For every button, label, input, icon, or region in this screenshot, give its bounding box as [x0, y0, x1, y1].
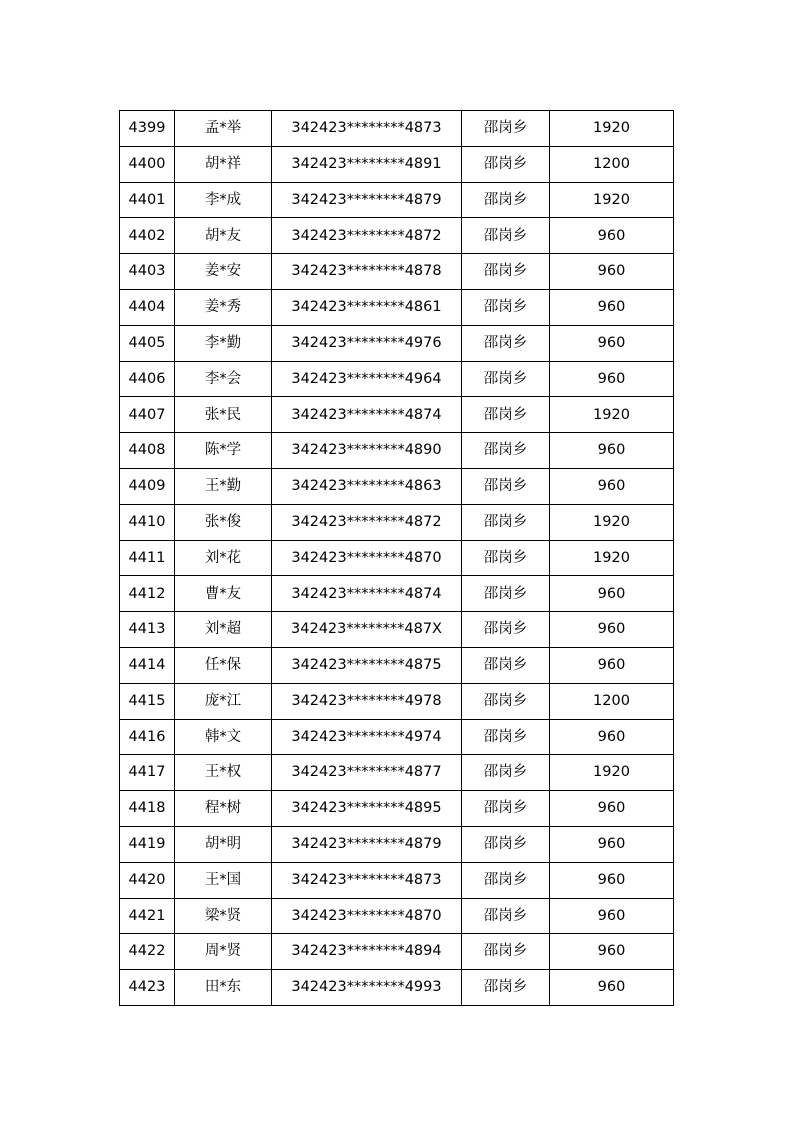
table-row	[120, 111, 674, 147]
table-row	[120, 612, 674, 648]
row-number-cell: 4422	[120, 934, 175, 970]
amount-cell: 960	[550, 468, 674, 504]
row-number-cell: 4416	[120, 719, 175, 755]
row-number-cell: 4419	[120, 826, 175, 862]
township-cell: 邵岗乡	[462, 504, 550, 540]
table-row	[120, 791, 674, 827]
township-cell: 邵岗乡	[462, 289, 550, 325]
name-cell: 陈*学	[175, 433, 272, 469]
id-number-cell: 342423********4861	[272, 289, 462, 325]
amount-cell: 1920	[550, 540, 674, 576]
id-number-cell: 342423********4874	[272, 576, 462, 612]
township-cell: 邵岗乡	[462, 934, 550, 970]
id-number-cell: 342423********4879	[272, 826, 462, 862]
id-number-cell: 342423********4974	[272, 719, 462, 755]
township-cell: 邵岗乡	[462, 970, 550, 1006]
township-cell: 邵岗乡	[462, 647, 550, 683]
row-number-cell: 4413	[120, 612, 175, 648]
id-number-cell: 342423********4872	[272, 218, 462, 254]
id-number-cell: 342423********4877	[272, 755, 462, 791]
township-cell: 邵岗乡	[462, 111, 550, 147]
township-cell: 邵岗乡	[462, 361, 550, 397]
id-number-cell: 342423********4874	[272, 397, 462, 433]
row-number-cell: 4423	[120, 970, 175, 1006]
name-cell: 程*树	[175, 791, 272, 827]
id-number-cell: 342423********4878	[272, 254, 462, 290]
table-row	[120, 433, 674, 469]
township-cell: 邵岗乡	[462, 397, 550, 433]
name-cell: 胡*祥	[175, 146, 272, 182]
id-number-cell: 342423********4875	[272, 647, 462, 683]
township-cell: 邵岗乡	[462, 254, 550, 290]
township-cell: 邵岗乡	[462, 612, 550, 648]
id-number-cell: 342423********4891	[272, 146, 462, 182]
table-row	[120, 898, 674, 934]
id-number-cell: 342423********4872	[272, 504, 462, 540]
name-cell: 李*会	[175, 361, 272, 397]
name-cell: 曹*友	[175, 576, 272, 612]
amount-cell: 960	[550, 970, 674, 1006]
name-cell: 李*成	[175, 182, 272, 218]
table-row	[120, 683, 674, 719]
township-cell: 邵岗乡	[462, 433, 550, 469]
amount-cell: 960	[550, 898, 674, 934]
id-number-cell: 342423********4890	[272, 433, 462, 469]
amount-cell: 960	[550, 361, 674, 397]
table-row	[120, 576, 674, 612]
table-row	[120, 719, 674, 755]
table-row	[120, 397, 674, 433]
row-number-cell: 4414	[120, 647, 175, 683]
amount-cell: 960	[550, 218, 674, 254]
amount-cell: 960	[550, 254, 674, 290]
row-number-cell: 4406	[120, 361, 175, 397]
name-cell: 孟*举	[175, 111, 272, 147]
name-cell: 任*保	[175, 647, 272, 683]
township-cell: 邵岗乡	[462, 146, 550, 182]
township-cell: 邵岗乡	[462, 755, 550, 791]
township-cell: 邵岗乡	[462, 182, 550, 218]
row-number-cell: 4410	[120, 504, 175, 540]
row-number-cell: 4421	[120, 898, 175, 934]
amount-cell: 960	[550, 719, 674, 755]
amount-cell: 960	[550, 934, 674, 970]
amount-cell: 1200	[550, 146, 674, 182]
row-number-cell: 4405	[120, 325, 175, 361]
amount-cell: 960	[550, 647, 674, 683]
name-cell: 周*贤	[175, 934, 272, 970]
row-number-cell: 4401	[120, 182, 175, 218]
table-row	[120, 504, 674, 540]
name-cell: 胡*友	[175, 218, 272, 254]
township-cell: 邵岗乡	[462, 898, 550, 934]
row-number-cell: 4415	[120, 683, 175, 719]
name-cell: 姜*秀	[175, 289, 272, 325]
id-number-cell: 342423********4976	[272, 325, 462, 361]
amount-cell: 1920	[550, 755, 674, 791]
township-cell: 邵岗乡	[462, 218, 550, 254]
amount-cell: 960	[550, 325, 674, 361]
row-number-cell: 4418	[120, 791, 175, 827]
row-number-cell: 4411	[120, 540, 175, 576]
township-cell: 邵岗乡	[462, 862, 550, 898]
name-cell: 田*东	[175, 970, 272, 1006]
row-number-cell: 4408	[120, 433, 175, 469]
township-cell: 邵岗乡	[462, 540, 550, 576]
row-number-cell: 4403	[120, 254, 175, 290]
amount-cell: 960	[550, 433, 674, 469]
row-number-cell: 4399	[120, 111, 175, 147]
id-number-cell: 342423********4879	[272, 182, 462, 218]
township-cell: 邵岗乡	[462, 826, 550, 862]
township-cell: 邵岗乡	[462, 325, 550, 361]
name-cell: 刘*超	[175, 612, 272, 648]
id-number-cell: 342423********4873	[272, 862, 462, 898]
amount-cell: 1920	[550, 504, 674, 540]
amount-cell: 960	[550, 289, 674, 325]
amount-cell: 960	[550, 612, 674, 648]
row-number-cell: 4412	[120, 576, 175, 612]
table-row	[120, 934, 674, 970]
township-cell: 邵岗乡	[462, 683, 550, 719]
township-cell: 邵岗乡	[462, 468, 550, 504]
id-number-cell: 342423********4964	[272, 361, 462, 397]
table-row	[120, 970, 674, 1006]
amount-cell: 1920	[550, 111, 674, 147]
name-cell: 王*勤	[175, 468, 272, 504]
table-row	[120, 218, 674, 254]
name-cell: 庞*江	[175, 683, 272, 719]
name-cell: 张*俊	[175, 504, 272, 540]
id-number-cell: 342423********4873	[272, 111, 462, 147]
id-number-cell: 342423********487X	[272, 612, 462, 648]
name-cell: 王*权	[175, 755, 272, 791]
table-row	[120, 361, 674, 397]
name-cell: 韩*文	[175, 719, 272, 755]
amount-cell: 960	[550, 826, 674, 862]
township-cell: 邵岗乡	[462, 791, 550, 827]
table-row	[120, 862, 674, 898]
row-number-cell: 4404	[120, 289, 175, 325]
amount-cell: 960	[550, 576, 674, 612]
row-number-cell: 4400	[120, 146, 175, 182]
id-number-cell: 342423********4895	[272, 791, 462, 827]
name-cell: 姜*安	[175, 254, 272, 290]
name-cell: 王*国	[175, 862, 272, 898]
amount-cell: 1920	[550, 397, 674, 433]
amount-cell: 1200	[550, 683, 674, 719]
amount-cell: 1920	[550, 182, 674, 218]
id-number-cell: 342423********4993	[272, 970, 462, 1006]
id-number-cell: 342423********4978	[272, 683, 462, 719]
name-cell: 梁*贤	[175, 898, 272, 934]
table-row	[120, 325, 674, 361]
township-cell: 邵岗乡	[462, 719, 550, 755]
row-number-cell: 4409	[120, 468, 175, 504]
row-number-cell: 4417	[120, 755, 175, 791]
township-cell: 邵岗乡	[462, 576, 550, 612]
table-row	[120, 540, 674, 576]
id-number-cell: 342423********4894	[272, 934, 462, 970]
table-row	[120, 755, 674, 791]
row-number-cell: 4407	[120, 397, 175, 433]
name-cell: 李*勤	[175, 325, 272, 361]
amount-cell: 960	[550, 791, 674, 827]
id-number-cell: 342423********4870	[272, 540, 462, 576]
id-number-cell: 342423********4870	[272, 898, 462, 934]
table-row	[120, 647, 674, 683]
name-cell: 胡*明	[175, 826, 272, 862]
amount-cell: 960	[550, 862, 674, 898]
table-row	[120, 289, 674, 325]
table-row	[120, 182, 674, 218]
table-row	[120, 146, 674, 182]
roster-body	[120, 111, 674, 1006]
table-row	[120, 826, 674, 862]
row-number-cell: 4402	[120, 218, 175, 254]
id-number-cell: 342423********4863	[272, 468, 462, 504]
subsidy-roster-table	[119, 110, 674, 1006]
name-cell: 张*民	[175, 397, 272, 433]
table-row	[120, 254, 674, 290]
table-row	[120, 468, 674, 504]
row-number-cell: 4420	[120, 862, 175, 898]
name-cell: 刘*花	[175, 540, 272, 576]
